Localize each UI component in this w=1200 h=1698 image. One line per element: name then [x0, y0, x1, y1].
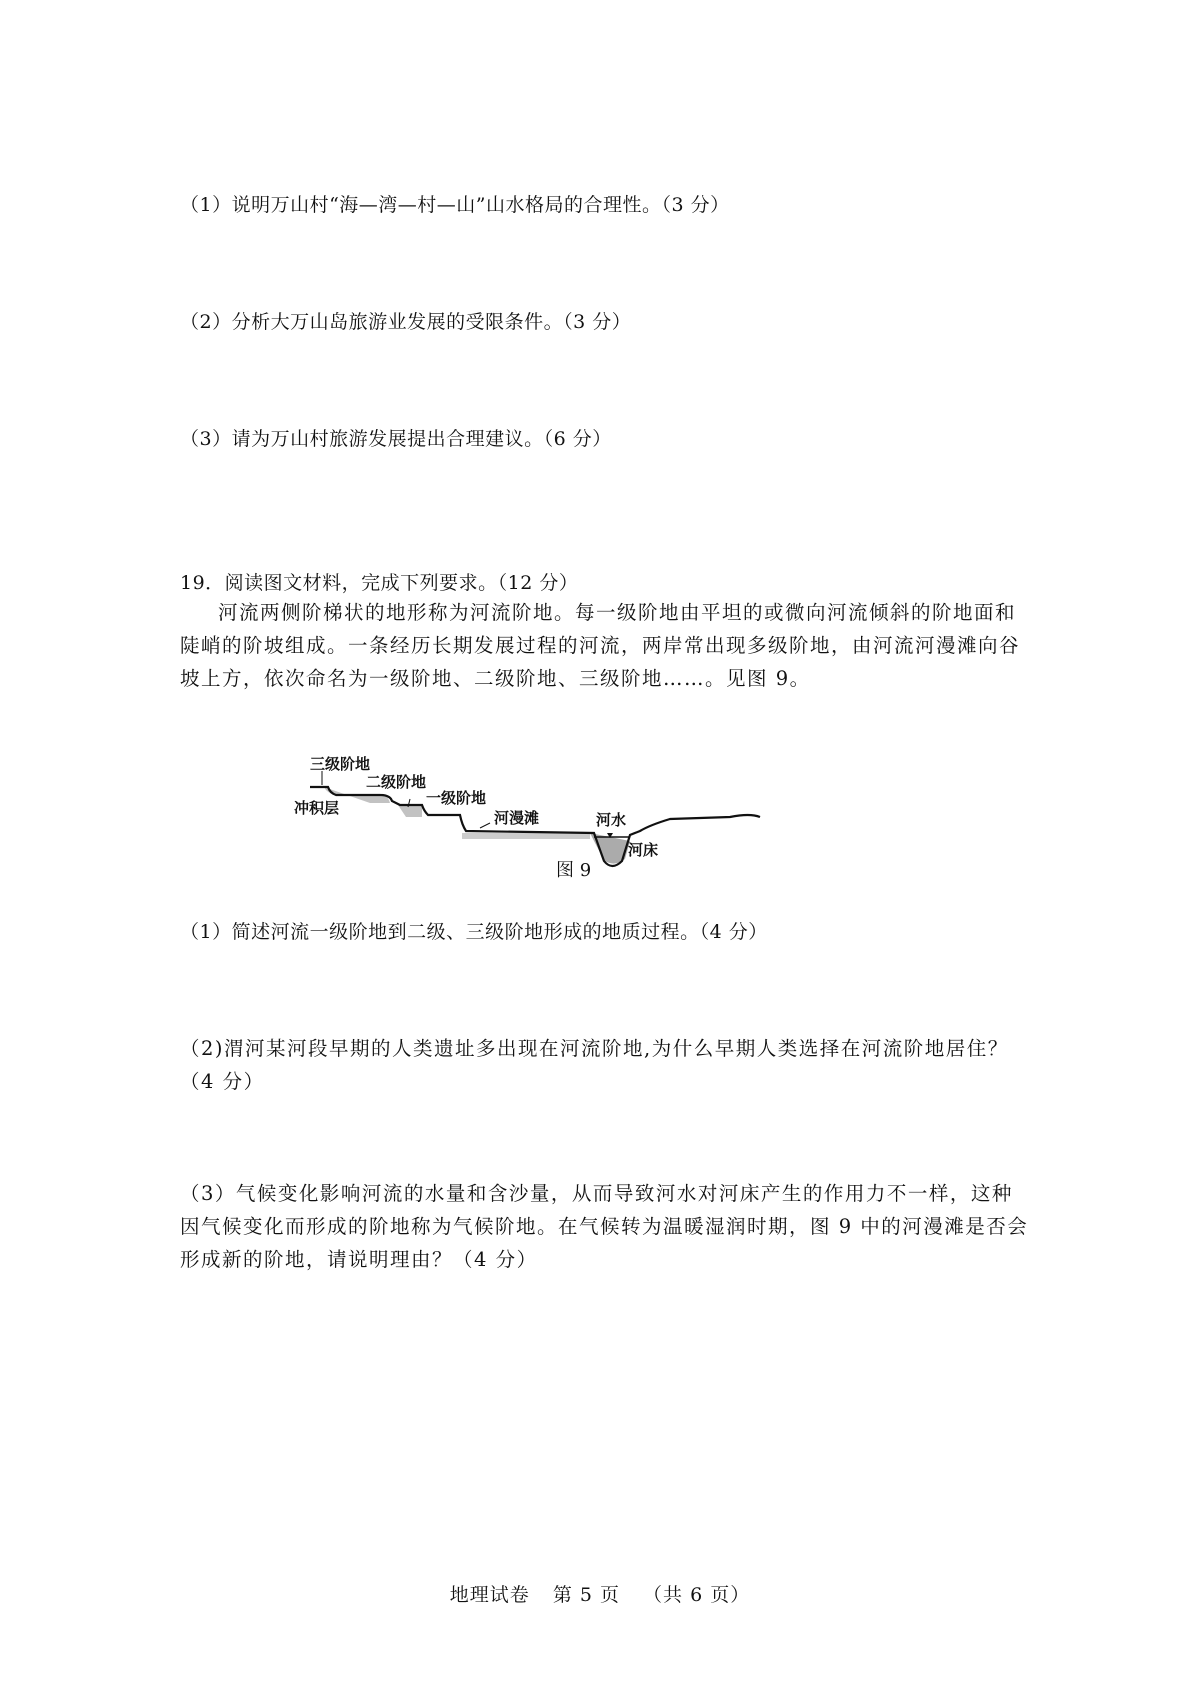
q19-sub3-line-1: （3）气候变化影响河流的水量和含沙量，从而导致河水对河床产生的作用力不一样，这种 — [180, 1182, 1013, 1205]
q19-title: 19．阅读图文材料，完成下列要求。（12 分） — [180, 572, 579, 594]
label-terrace1: 一级阶地 — [426, 789, 487, 807]
alluvium-layer-2 — [398, 805, 422, 817]
label-floodplain: 河漫滩 — [494, 809, 540, 827]
label-riverbed: 河床 — [628, 841, 659, 859]
label-terrace3: 三级阶地 — [310, 755, 371, 773]
q19-sub3-line-2: 因气候变化而形成的阶地称为气候阶地。在气候转为温暖湿润时期，图 9 中的河漫滩是否会 — [180, 1215, 1029, 1238]
footer-subject: 地理试卷 — [449, 1584, 530, 1606]
river-terrace-diagram — [294, 755, 770, 859]
q19-intro-line-2: 陡峭的阶坡组成。一条经历长期发展过程的河流，两岸常出现多级阶地，由河流河漫滩向谷 — [180, 634, 1021, 657]
label-water: 河水 — [596, 811, 627, 829]
q19-sub2 — [180, 1032, 1030, 1098]
q19-intro — [180, 596, 1030, 695]
q19-sub2-line-2: （4 分） — [180, 1070, 265, 1093]
q19-sub3-line-3: 形成新的阶地，请说明理由？（4 分） — [180, 1248, 538, 1271]
q18-sub1: （1）说明万山村“海—湾—村—山”山水格局的合理性。（3 分） — [180, 194, 730, 216]
page-footer — [0, 1580, 1200, 1607]
q18-sub3: （3）请为万山村旅游发展提出合理建议。（6 分） — [180, 428, 612, 450]
q19-sub3 — [180, 1177, 1030, 1276]
q19-intro-line-3: 坡上方，依次命名为一级阶地、二级阶地、三级阶地……。见图 9。 — [180, 667, 811, 690]
label-alluvium: 冲积层 — [294, 799, 340, 817]
q19-intro-line-1: 河流两侧阶梯状的地形称为河流阶地。每一级阶地由平坦的或微向河流倾斜的阶地面和 — [218, 601, 1017, 624]
footer-total: （共 6 页） — [643, 1584, 751, 1606]
label-terrace2: 二级阶地 — [366, 773, 427, 791]
alluvium-layer-1 — [462, 833, 590, 839]
q18-sub2: （2）分析大万山岛旅游业发展的受限条件。（3 分） — [180, 311, 632, 333]
q19-sub2-line-1: （2)渭河某河段早期的人类遗址多出现在河流阶地,为什么早期人类选择在河流阶地居住？ — [180, 1037, 1009, 1060]
floodplain-leader — [480, 823, 490, 828]
q19-sub1: （1）简述河流一级阶地到二级、三级阶地形成的地质过程。（4 分） — [180, 921, 768, 943]
figure-caption: 图 9 — [556, 860, 592, 881]
footer-page: 第 5 页 — [552, 1584, 620, 1606]
